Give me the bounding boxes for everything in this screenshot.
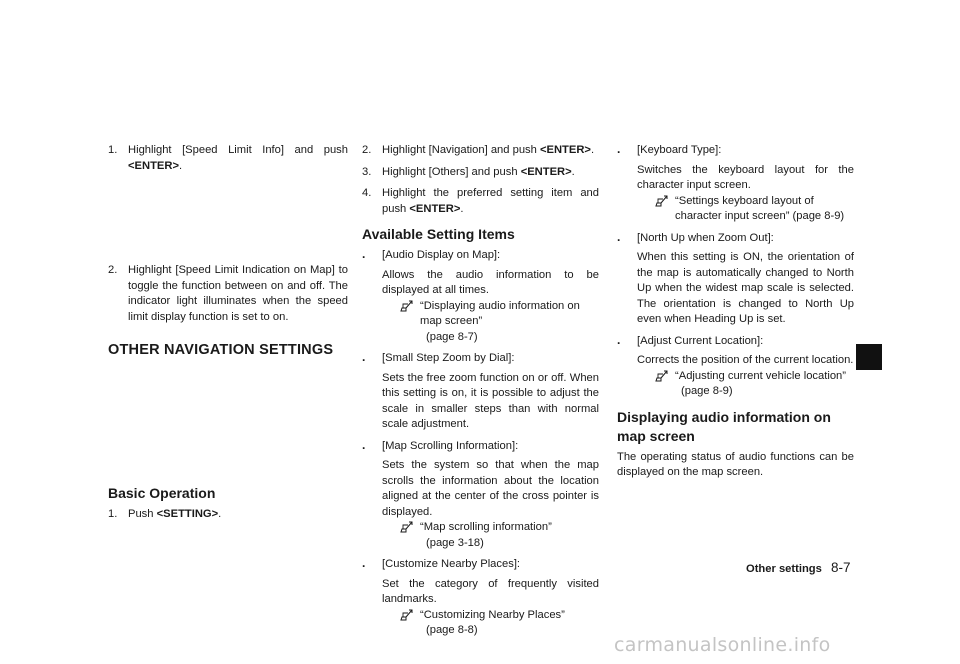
audio-info-paragraph: The operating status of audio functions can be displayed on the map screen. xyxy=(617,450,854,478)
reference-title: “Adjusting current vehicle location” xyxy=(675,369,847,382)
item-description: Sets the free zoom function on or off. When this setting is on, it is possible to adjust the scale in smaller steps than with normal scale adjustment. xyxy=(382,371,599,430)
reference-pointer-icon xyxy=(400,608,416,622)
reference-title: “Displaying audio information on map screen” xyxy=(420,299,580,327)
step-text: Highlight [Speed Limit Indication on Map] to toggle the function between on and off. The indicator light illuminates when the speed limit display function is set to on. xyxy=(128,264,348,323)
item-description: Set the category of frequently visited landmarks. xyxy=(382,577,599,605)
step-preferred-item: 4. Highlight the preferred setting item and push <ENTER>. xyxy=(362,187,599,215)
list-item xyxy=(617,143,854,225)
item-description: Sets the system so that when the map scrolls the information about the location aligned at the center of the cross pointer is displayed. xyxy=(382,459,599,518)
step-others: 3. Highlight [Others] and push <ENTER>. xyxy=(362,165,599,181)
item-title: [Customize Nearby Places]: xyxy=(382,558,521,570)
reference-pointer-icon xyxy=(400,299,416,313)
step-speed-limit-info: 1. Highlight [Speed Limit Info] and push <ENTER>. xyxy=(108,144,348,172)
reference-page: (page 8-9) xyxy=(792,210,845,222)
cross-reference xyxy=(637,194,854,225)
audio-info-heading: Displaying audio information on map screen xyxy=(617,408,831,444)
step-push-setting: 1. Push <SETTING>. xyxy=(108,507,348,523)
key-enter: <ENTER> xyxy=(409,202,461,215)
item-title: [Map Scrolling Information]: xyxy=(382,439,519,452)
step-text: Highlight [Speed Limit Info] and push xyxy=(128,144,348,156)
watermark: carmanualsonline.info xyxy=(614,634,831,656)
column-left xyxy=(108,143,348,528)
list-item xyxy=(362,351,599,433)
bullet-dot: . xyxy=(617,142,621,156)
item-title: [Adjust Current Location]: xyxy=(637,334,764,347)
footer-section-title: Other settings xyxy=(746,563,822,575)
step-number: 1. xyxy=(108,507,118,520)
step-text: Highlight [Navigation] and push xyxy=(382,144,537,156)
section-heading: OTHER NAVIGATION SETTINGS xyxy=(108,342,334,358)
key-setting: <SETTING> xyxy=(156,507,219,520)
item-title: [North Up when Zoom Out]: xyxy=(637,231,774,244)
step-number: 2. xyxy=(362,144,372,156)
step-number: 4. xyxy=(362,187,372,199)
chapter-tab-marker xyxy=(856,344,882,370)
bullet-dot: . xyxy=(362,247,366,261)
step-text: Push xyxy=(128,507,154,520)
sub-heading: Basic Operation xyxy=(108,484,216,501)
key-enter: <ENTER> xyxy=(539,144,591,156)
cross-reference xyxy=(637,369,854,400)
step-number: 1. xyxy=(108,144,118,156)
item-description: When this setting is ON, the orientation of the map is automatically changed to North Up when the widest map scale is selected. The orientation is changed to North Up even when Heading Up is set. xyxy=(637,251,854,325)
key-enter: <ENTER> xyxy=(520,165,572,178)
item-description: Corrects the position of the current location. xyxy=(637,354,854,366)
column-middle xyxy=(362,143,599,645)
list-item xyxy=(362,248,599,345)
reference-page: (page 8-9) xyxy=(681,385,733,397)
reference-pointer-icon xyxy=(400,520,416,534)
cross-reference xyxy=(382,608,599,639)
key-enter: <ENTER> xyxy=(128,159,179,172)
step-number: 3. xyxy=(362,165,372,178)
item-title: [Small Step Zoom by Dial]: xyxy=(382,352,515,364)
reference-pointer-icon xyxy=(655,369,671,383)
available-items-heading: Available Setting Items xyxy=(362,226,515,242)
bullet-dot: . xyxy=(617,229,621,244)
step-speed-limit-indication xyxy=(108,263,348,325)
bullet-dot: . xyxy=(362,556,366,570)
item-title: [Audio Display on Map]: xyxy=(382,249,501,261)
reference-title: “Customizing Nearby Places” xyxy=(420,608,565,621)
list-item xyxy=(617,231,854,328)
page-number: 8-7 xyxy=(830,560,851,575)
reference-page: (page 8-8) xyxy=(426,624,478,636)
reference-title: “Map scrolling information” xyxy=(420,521,552,533)
bullet-dot: . xyxy=(617,332,621,347)
list-item xyxy=(617,334,854,400)
step-navigation: 2. Highlight [Navigation] and push <ENTER>. xyxy=(362,143,599,159)
bullet-dot: . xyxy=(362,350,366,364)
list-item xyxy=(362,557,599,639)
step-text: Highlight the preferred setting item and push xyxy=(382,187,599,215)
reference-page: (page 3-18) xyxy=(426,536,484,549)
page-footer xyxy=(746,560,850,575)
reference-title: “Settings keyboard layout of character input screen” (page 8-9) xyxy=(675,194,845,222)
bullet-dot: . xyxy=(362,437,366,452)
cross-reference xyxy=(382,520,599,551)
list-item xyxy=(362,439,599,552)
reference-pointer-icon xyxy=(655,194,671,208)
step-text: Highlight [Others] and push xyxy=(382,165,518,178)
item-description: Allows the audio information to be displayed at all times. xyxy=(382,268,599,296)
step-number: 2. xyxy=(108,264,118,276)
cross-reference xyxy=(382,299,599,346)
item-title: [Keyboard Type]: xyxy=(637,144,722,156)
reference-page: (page 8-7) xyxy=(426,330,478,343)
column-right xyxy=(617,143,854,481)
item-description: Switches the keyboard layout for the character input screen. xyxy=(637,163,854,191)
